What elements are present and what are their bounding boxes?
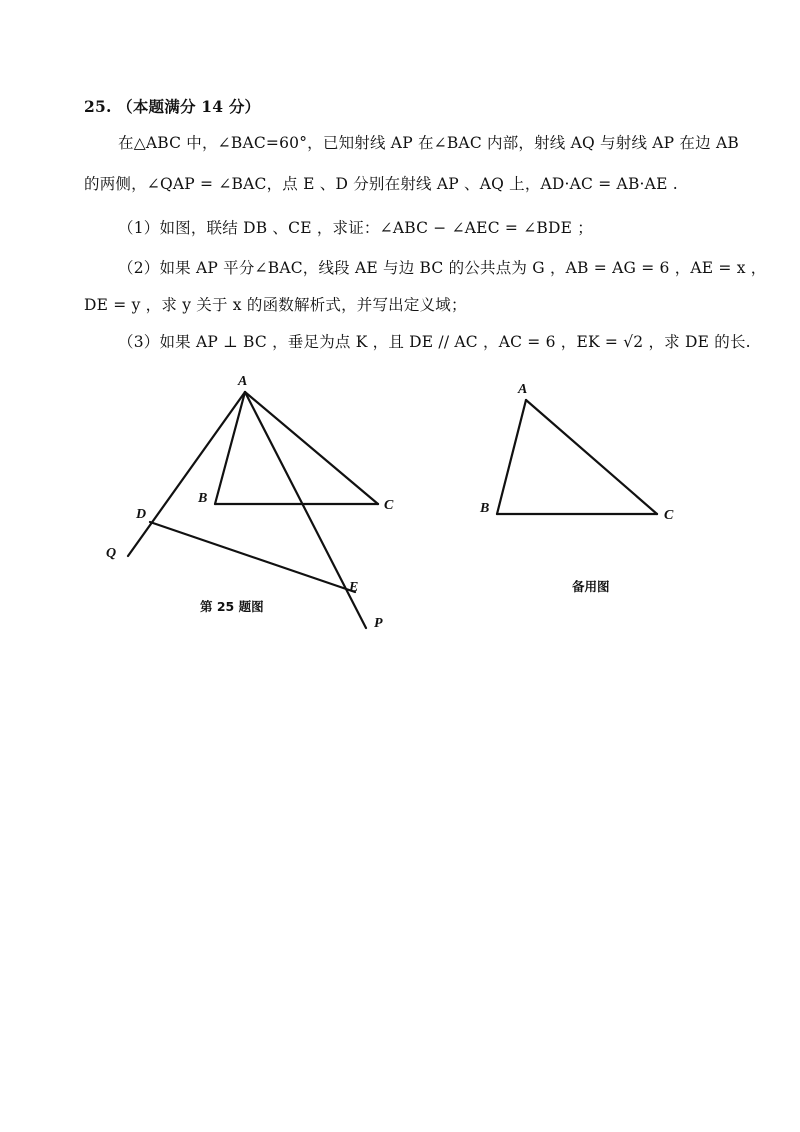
problem-part-1: （1）如图，联结 DB 、CE ，求证：∠ABC − ∠AEC = ∠BDE ； <box>118 219 593 237</box>
figure-2-caption: 备用图 <box>572 579 610 594</box>
label-a: A <box>238 374 248 389</box>
label-e: E <box>349 580 359 595</box>
problem-stem-line-1: 在△ABC 中，∠BAC=60°，已知射线 AP 在∠BAC 内部，射线 AQ 与射线 AP 在边 AB <box>118 134 739 152</box>
problem-heading: 25. （本题满分 14 分） <box>84 97 261 116</box>
segment-ab <box>215 392 245 504</box>
label-q: Q <box>106 546 117 561</box>
problem-part-2-line-2: DE = y ，求 y 关于 x 的函数解析式，并写出定义域； <box>84 296 467 314</box>
label-p: P <box>374 616 383 631</box>
problem-part-2-line-1: （2）如果 AP 平分∠BAC，线段 AE 与边 BC 的公共点为 G ，AB = AG = 6 ，AE = x ， <box>118 259 767 277</box>
segment-ac <box>245 392 378 504</box>
spare-label-b: B <box>480 501 490 516</box>
figure-1-caption: 第 25 题图 <box>200 599 264 614</box>
label-c: C <box>384 498 394 513</box>
label-d: D <box>136 507 147 522</box>
spare-label-c: C <box>664 508 674 523</box>
segment-de <box>150 522 355 592</box>
spare-label-a: A <box>518 382 528 397</box>
ray-aq <box>128 392 245 556</box>
problem-part-3: （3）如果 AP ⊥ BC ，垂足为点 K ，且 DE // AC ，AC = 6 ，EK = √2 ，求 DE 的长. <box>118 333 751 351</box>
label-b: B <box>198 491 208 506</box>
spare-ab <box>497 400 526 514</box>
ray-ap <box>245 392 366 628</box>
problem-stem-line-2: 的两侧，∠QAP = ∠BAC，点 E 、D 分别在射线 AP 、AQ 上，AD·AC = AB·AE . <box>84 175 678 193</box>
spare-ac <box>526 400 657 514</box>
